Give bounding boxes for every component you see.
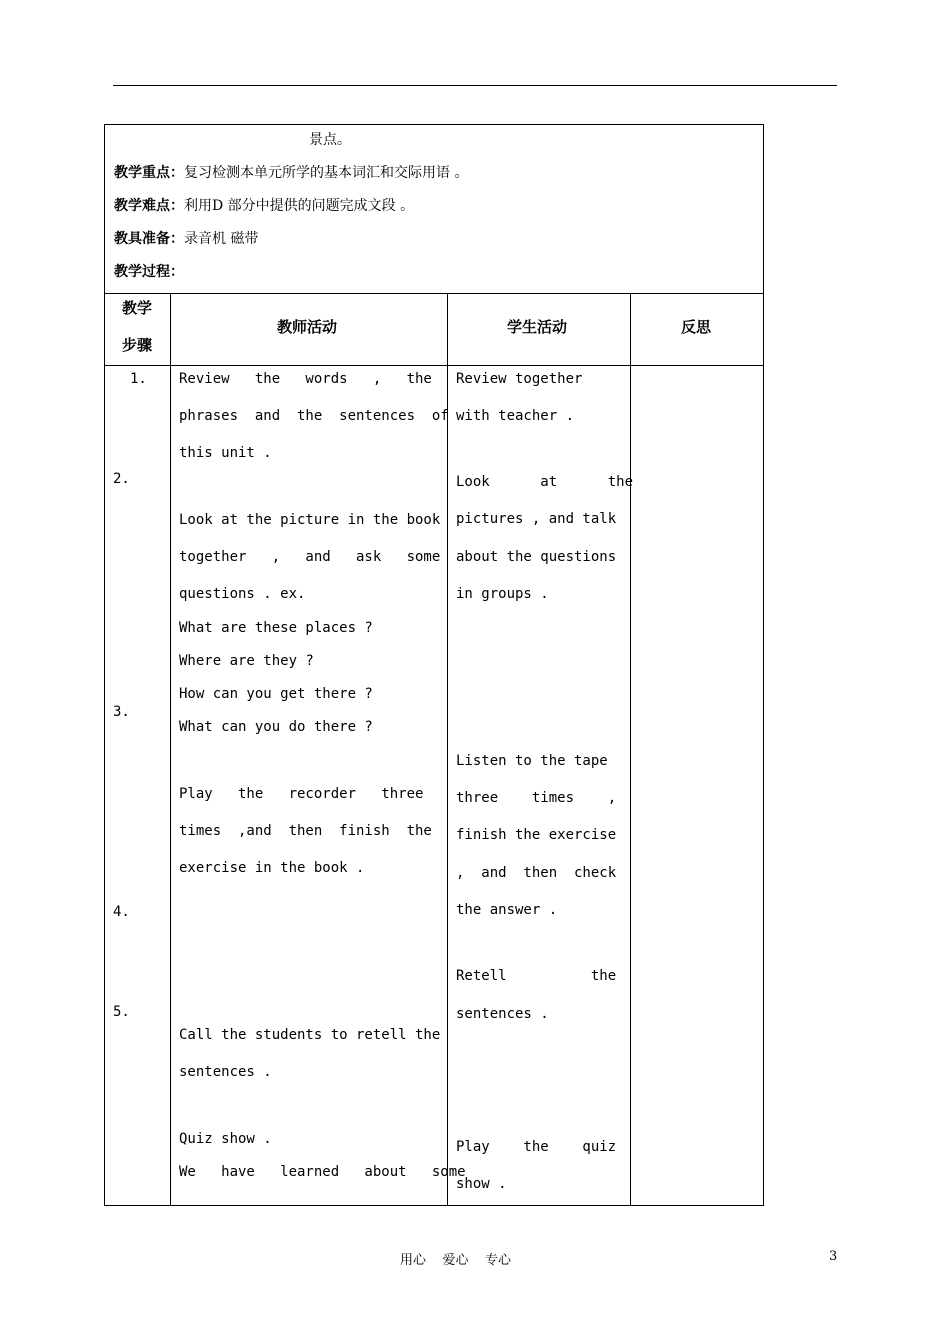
header-student-activity: 学生活动: [507, 318, 568, 336]
header-reflection: 反思: [681, 318, 712, 336]
teacher-line: Where are they ?: [179, 653, 314, 669]
difficulty-row: [114, 195, 414, 215]
teacher-line: Play the recorder three: [179, 786, 424, 802]
teacher-line: Quiz show .: [179, 1131, 272, 1147]
student-line: finish the exercise: [456, 827, 617, 843]
student-line: pictures , and talk: [456, 511, 617, 527]
key-point-label: 教学重点：: [114, 165, 184, 181]
student-line: Look at the: [456, 474, 634, 490]
student-line: three times ,: [456, 790, 617, 806]
student-line: Review together: [456, 371, 583, 387]
teacher-line: questions . ex.: [179, 586, 306, 602]
footer-motto: 用心 爱心 专心: [400, 1253, 512, 1268]
column-divider-3: [630, 293, 631, 1206]
student-line: sentences .: [456, 1006, 549, 1022]
header-teacher-activity: 教师活动: [277, 318, 338, 336]
student-line: in groups .: [456, 586, 549, 602]
student-line: , and then check: [456, 865, 617, 881]
key-point-text: 复习检测本单元所学的基本词汇和交际用语 。: [184, 165, 469, 181]
step-number: 3.: [113, 704, 130, 720]
key-point-row: [114, 162, 468, 182]
step-number: 1.: [130, 371, 147, 387]
difficulty-label: 教学难点：: [114, 198, 184, 214]
teacher-line: What are these places ?: [179, 620, 373, 636]
teacher-line: phrases and the sentences of: [179, 408, 449, 424]
header-step-line1: 教学: [122, 299, 153, 317]
teacher-line: exercise in the book .: [179, 860, 365, 876]
step-number: 4.: [113, 904, 130, 920]
student-line: Listen to the tape: [456, 753, 608, 769]
teacher-line: Review the words , the: [179, 371, 432, 387]
materials-row: [114, 228, 258, 248]
teacher-line: How can you get there ?: [179, 686, 373, 702]
teacher-line: this unit .: [179, 445, 272, 461]
step-number: 5.: [113, 1004, 130, 1020]
header-rule: [113, 85, 837, 86]
difficulty-text: 利用D 部分中提供的问题完成文段 。: [184, 198, 415, 214]
scenic-spots-text: 景点。: [309, 132, 351, 148]
student-line: Play the quiz: [456, 1139, 617, 1155]
teacher-line: together , and ask some: [179, 549, 441, 565]
teacher-line: times ,and then finish the: [179, 823, 432, 839]
student-line: about the questions: [456, 549, 617, 565]
header-step-line2: 步骤: [122, 336, 153, 354]
step-number: 2.: [113, 471, 130, 487]
materials-text: 录音机 磁带: [184, 231, 259, 247]
materials-label: 教具准备：: [114, 231, 184, 247]
column-divider-1: [170, 293, 171, 1206]
table-header-bottom-border: [104, 365, 764, 366]
teacher-line: We have learned about some: [179, 1164, 466, 1180]
student-line: show .: [456, 1176, 507, 1192]
student-line: with teacher .: [456, 408, 575, 424]
teacher-line: Look at the picture in the book: [179, 512, 441, 528]
student-line: Retell the: [456, 968, 617, 984]
page-number: 3: [829, 1249, 838, 1264]
column-divider-2: [447, 293, 448, 1206]
teacher-line: Call the students to retell the: [179, 1027, 441, 1043]
teacher-line: What can you do there ?: [179, 719, 373, 735]
table-header-top-border: [104, 293, 764, 294]
process-label: 教学过程：: [114, 264, 184, 280]
teacher-line: sentences .: [179, 1064, 272, 1080]
student-line: the answer .: [456, 902, 558, 918]
